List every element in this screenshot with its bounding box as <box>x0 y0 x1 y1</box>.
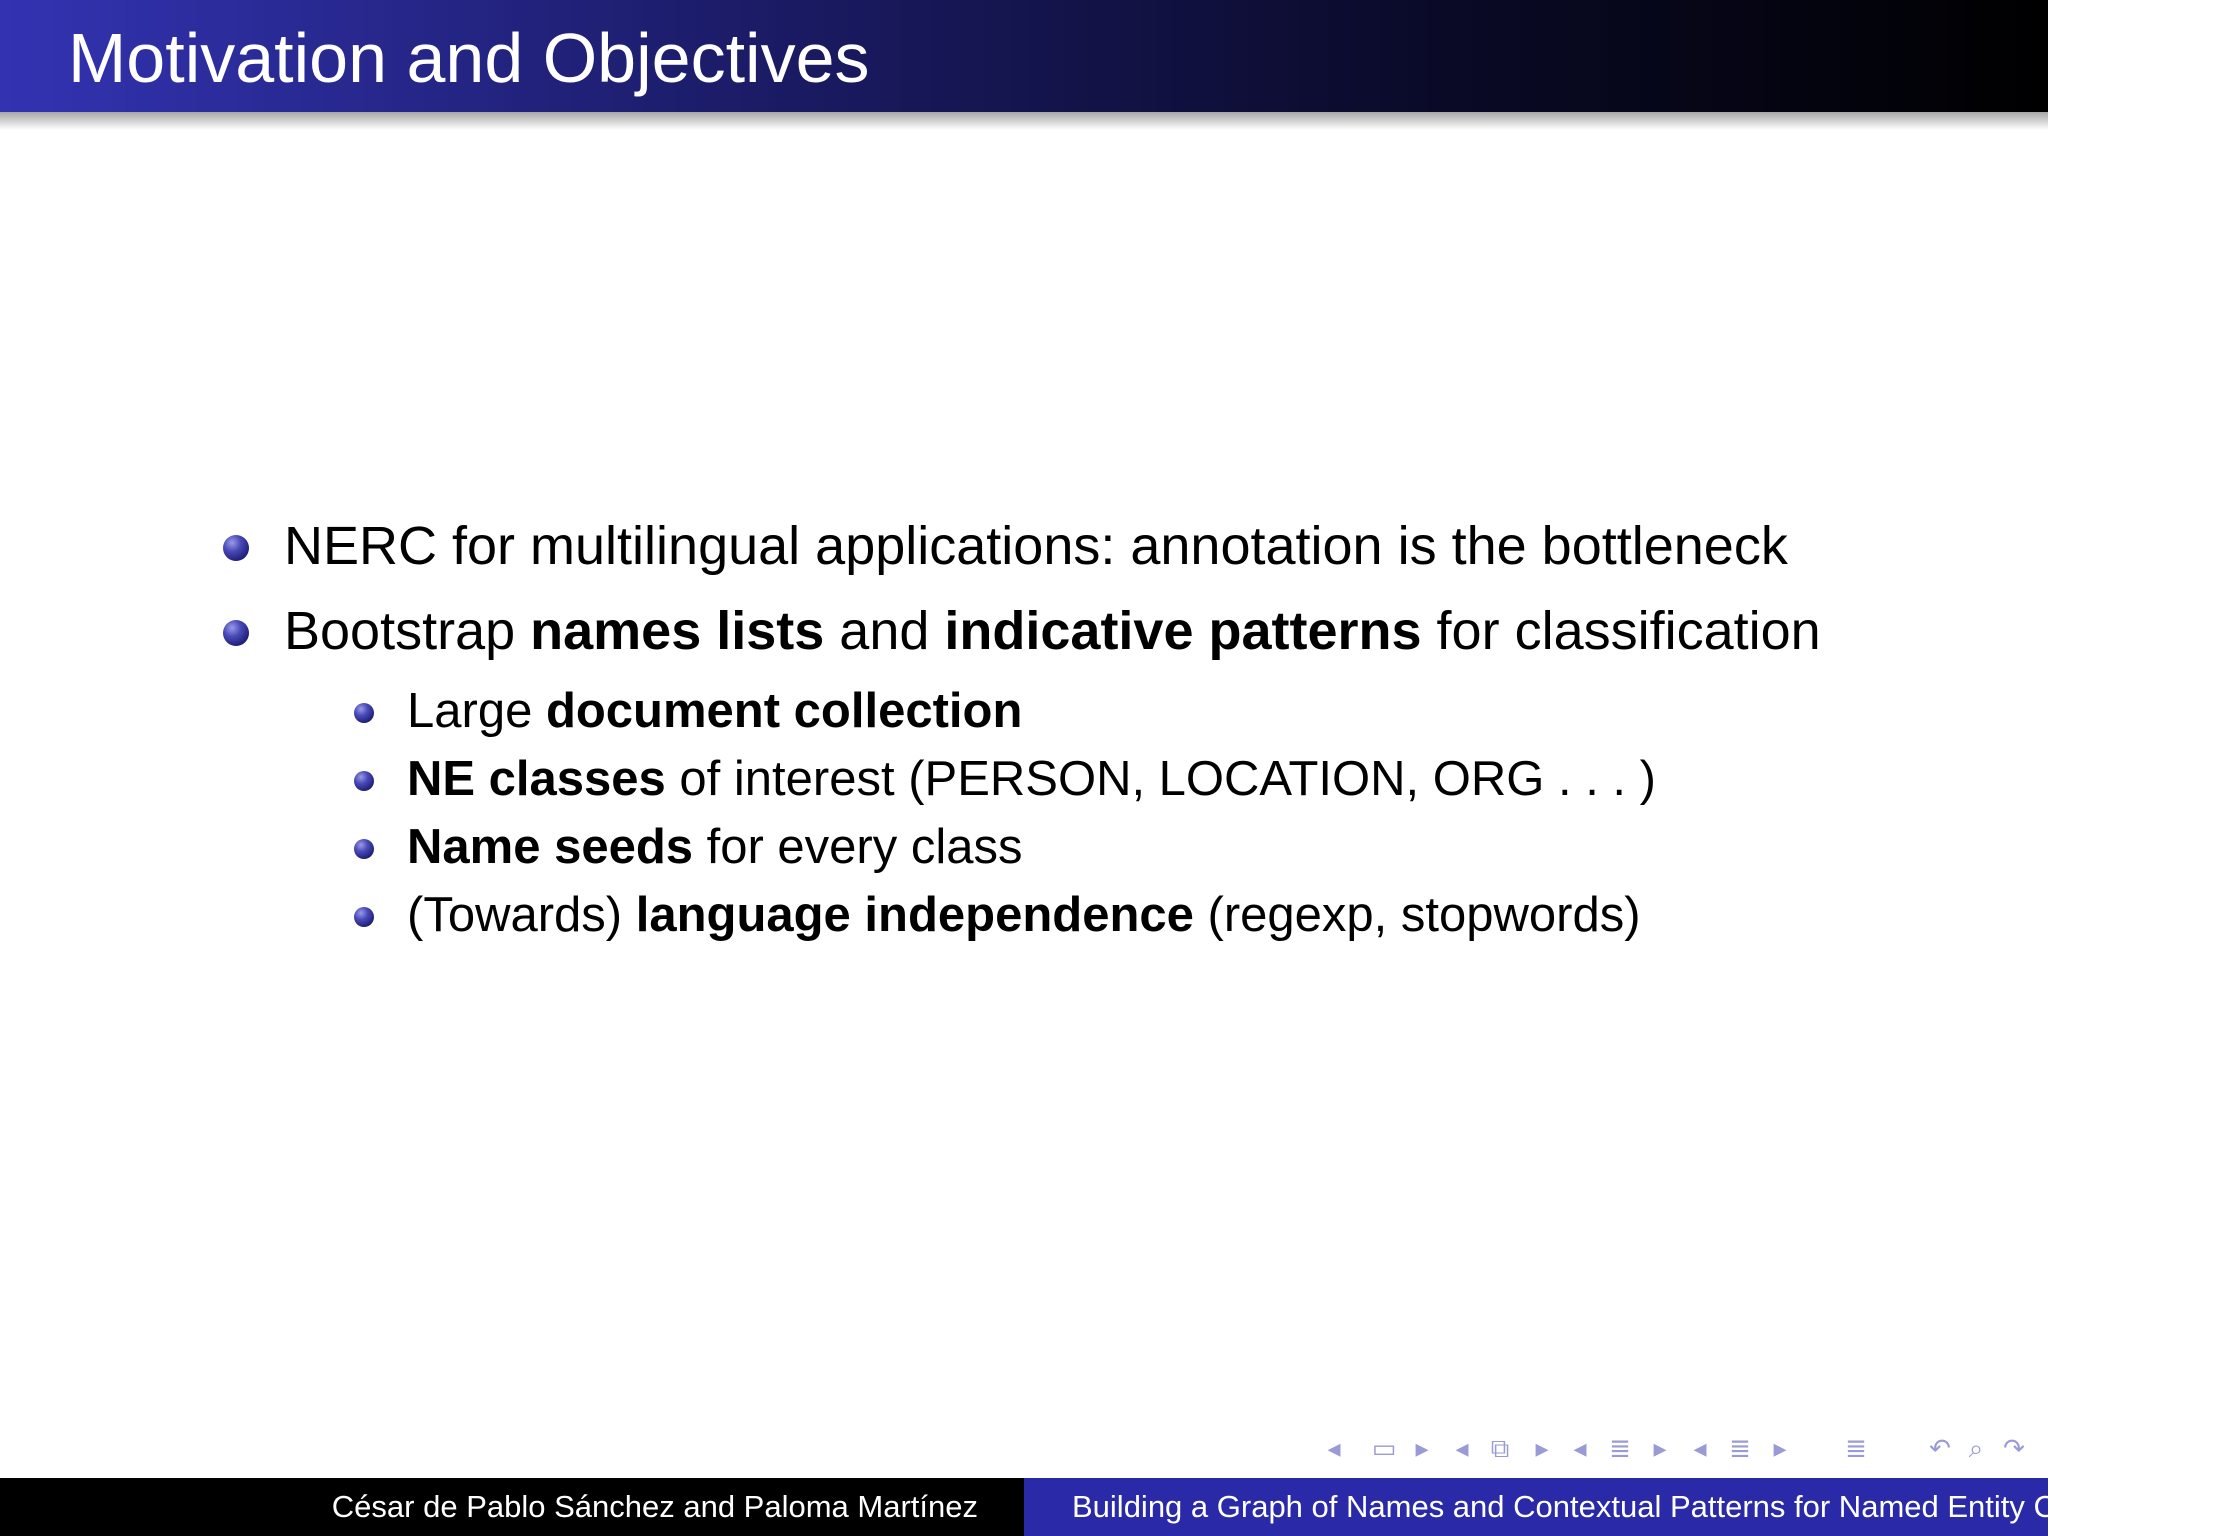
nav-prev-arrow-icon[interactable]: ◂ <box>1327 1433 1341 1463</box>
subsection-icon[interactable]: ≣ <box>1609 1433 1631 1463</box>
frame-icon[interactable]: ▭ <box>1371 1433 1397 1463</box>
emphasis-text: indicative patterns <box>944 601 1422 661</box>
frame-header <box>0 0 2048 112</box>
list-item <box>284 599 1821 663</box>
nav-prev-arrow-icon[interactable]: ◂ <box>1455 1433 1469 1463</box>
beamer-navigation-bar <box>0 1430 2048 1466</box>
emphasis-text: names lists <box>530 601 825 661</box>
back-icon[interactable]: ↶ <box>1929 1433 1951 1463</box>
sub-list-item <box>407 682 1022 740</box>
bullet-marker <box>354 771 374 791</box>
footer <box>0 1478 2216 1536</box>
forward-icon[interactable]: ↷ <box>2003 1433 2025 1463</box>
item-text: for classification <box>1421 601 1821 661</box>
emphasis-text: Name seeds <box>407 820 694 874</box>
bullet-marker <box>354 907 374 927</box>
bullet-marker <box>223 535 249 561</box>
item-text: of interest (PERSON, LOCATION, ORG . . . ) <box>665 752 1656 806</box>
item-text: for every class <box>693 820 1023 874</box>
emphasis-text: NE classes <box>407 752 666 806</box>
sub-list-item <box>407 750 1656 808</box>
nav-next-arrow-icon[interactable]: ▸ <box>1535 1433 1549 1463</box>
document-icon[interactable]: ≣ <box>1845 1433 1867 1463</box>
item-text: NERC for multilingual applications: annotation is the bottleneck <box>284 516 1788 576</box>
item-text: Large <box>407 684 546 738</box>
sub-list-item <box>407 818 1023 876</box>
nav-prev-arrow-icon[interactable]: ◂ <box>1693 1433 1707 1463</box>
item-text: Bootstrap <box>284 601 531 661</box>
search-icon[interactable]: ⌕ <box>1968 1433 1984 1463</box>
page-title: Motivation and Objectives <box>68 19 870 97</box>
item-text: (regexp, stopwords) <box>1193 888 1641 942</box>
footer-authors: César de Pablo Sánchez and Paloma Martínez <box>0 1478 1024 1536</box>
bullet-marker <box>223 620 249 646</box>
item-text: and <box>824 601 945 661</box>
nav-next-arrow-icon[interactable]: ▸ <box>1653 1433 1667 1463</box>
nav-next-arrow-icon[interactable]: ▸ <box>1415 1433 1429 1463</box>
bullet-marker <box>354 839 374 859</box>
frame-header-shadow <box>0 112 2048 130</box>
bullet-marker <box>354 703 374 723</box>
section-icon[interactable]: ≣ <box>1729 1433 1751 1463</box>
list-item <box>284 514 1788 578</box>
emphasis-text: language independence <box>635 888 1194 942</box>
sub-list-item <box>407 886 1641 944</box>
slides-stack-icon[interactable]: ⧉ <box>1490 1433 1510 1463</box>
item-text: (Towards) <box>407 888 636 942</box>
footer-talk-title: Building a Graph of Names and Contextual Patterns for Named Entity Classification <box>1024 1478 2048 1536</box>
emphasis-text: document collection <box>545 684 1023 738</box>
nav-prev-arrow-icon[interactable]: ◂ <box>1573 1433 1587 1463</box>
nav-next-arrow-icon[interactable]: ▸ <box>1773 1433 1787 1463</box>
